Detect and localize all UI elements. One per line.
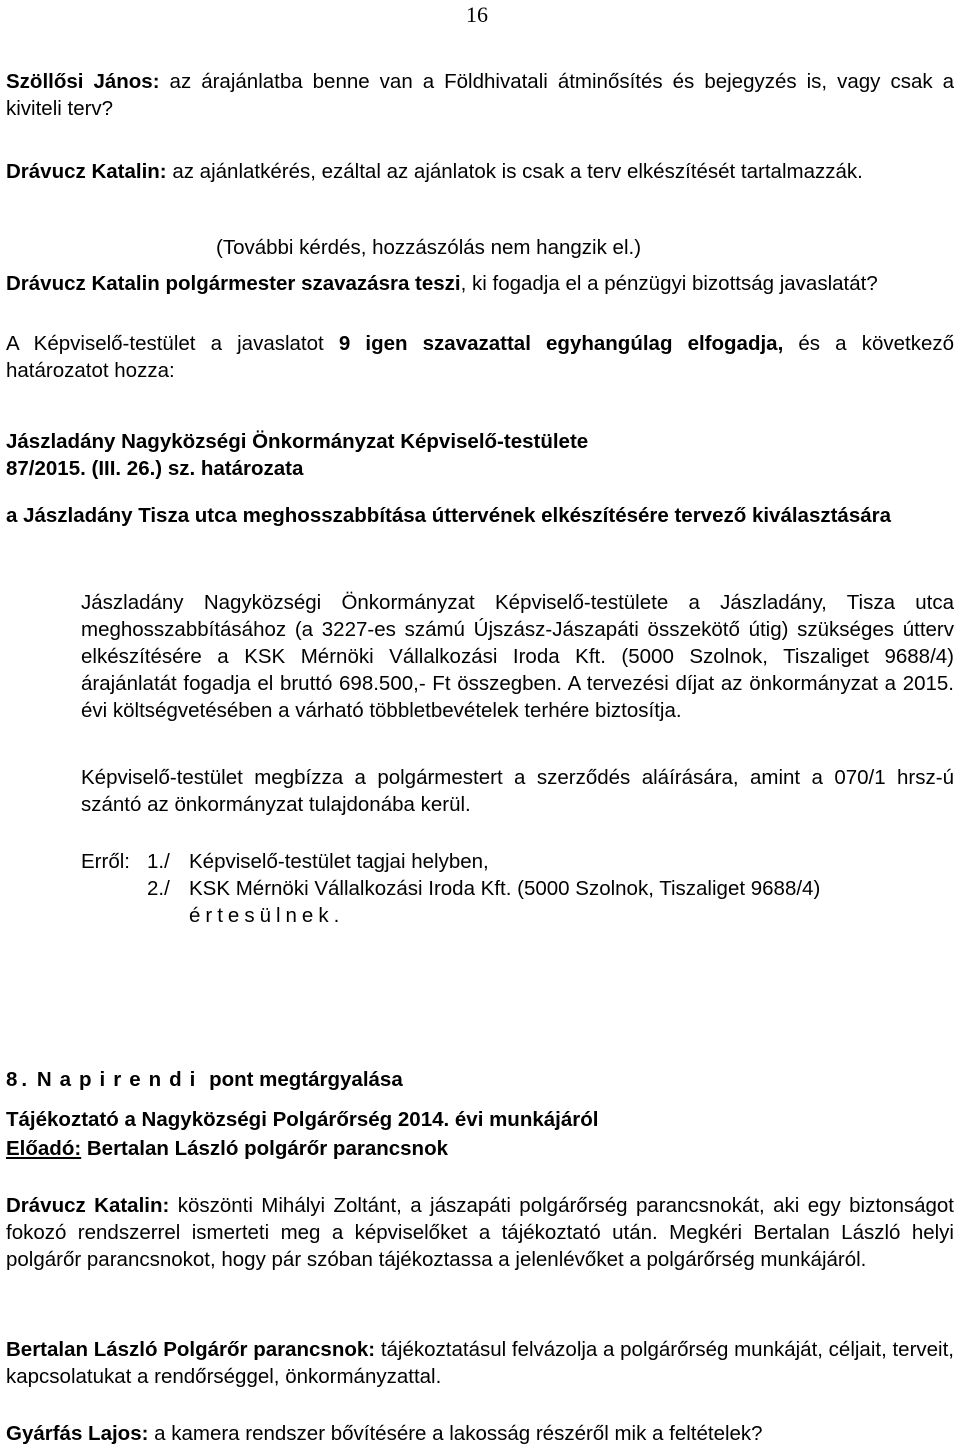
list-number: 1./ — [147, 850, 170, 873]
list-item — [81, 875, 954, 902]
paragraph-bertalan — [6, 1336, 954, 1390]
paragraph-vote-call — [6, 270, 954, 297]
resolution-subject — [6, 502, 954, 529]
paragraph-text: tájékoztatásul felvázolja a polgárőrség munkáját, céljait, terveit, kapcsolatukat a rendőrséggel, önkormányzattal. — [6, 1338, 955, 1388]
notify-closing: értesülnek. — [189, 904, 345, 927]
resolution-subject-text: a Jászladány Tisza utca meghosszabbítása úttervének elkészítésére tervező kiválasztására — [6, 504, 892, 527]
paragraph-text: A Képviselő-testület a javaslatot — [6, 332, 339, 355]
paragraph-text: a kamera rendszer bővítésére a lakosság részéről mik a feltételek? — [148, 1422, 763, 1445]
notify-label: Erről: — [81, 850, 130, 873]
speaker-name: Bertalan László Polgárőr parancsnok: — [6, 1338, 376, 1361]
vote-result-bold: 9 igen szavazattal egyhangúlag elfogadja, — [338, 332, 784, 355]
agenda-number: 8. — [6, 1068, 32, 1091]
list-text: KSK Mérnöki Vállalkozási Iroda Kft. (5000 Szolnok, Tiszaliget 9688/4) — [189, 877, 821, 900]
resolution-number: 87/2015. (III. 26.) sz. határozata — [6, 457, 304, 480]
paragraph-gyarfas — [6, 1420, 954, 1447]
paragraph-szollosi — [6, 68, 954, 122]
agenda-rest: pont megtárgyalása — [209, 1068, 403, 1091]
presenter-name: Bertalan László polgárőr parancsnok — [81, 1137, 448, 1160]
speaker-name: Drávucz Katalin: — [6, 1194, 170, 1217]
paragraph-vote-result — [6, 330, 954, 384]
list-text: Képviselő-testület tagjai helyben, — [189, 850, 489, 873]
agenda-title-text: Tájékoztató a Nagyközségi Polgárőrség 2014. évi munkájáról — [6, 1108, 599, 1131]
paragraph-text: , ki fogadja el a pénzügyi bizottság javaslatát? — [460, 272, 878, 295]
paragraph-dravucz-answer — [6, 158, 954, 185]
presenter-label: Előadó: — [6, 1137, 82, 1160]
paragraph-dravucz-welcome — [6, 1192, 954, 1273]
resolution-header — [6, 428, 954, 482]
remark-no-more-questions: (További kérdés, hozzászólás nem hangzik el.) — [216, 236, 642, 259]
list-number: 2./ — [147, 877, 170, 900]
agenda-heading — [6, 1066, 954, 1093]
agenda-word: Napirendi — [36, 1068, 204, 1091]
resolution-body: Jászladány Nagyközségi Önkormányzat Képviselő-testülete a Jászladány, Tisza utca meghosszabbításához (a 3227-es számú Újszász-Jászapáti összekötő útig) szükséges útterv elkészítésére a KSK Mérnöki Vállalkozási Iroda Kft. (5000 Szolnok, Tiszaliget 9688/4) árajánlatát fogadja el bruttó 698.500,- Ft összegben. A tervezési díjat az önkormányzat a 2015. évi költségvetésében a várható többletbevételek terhére biztosítja. — [81, 591, 954, 722]
presenter-line — [6, 1135, 954, 1162]
paragraph-text: az ajánlatkérés, ezáltal az ajánlatok is csak a terv elkészítését tartalmazzák. — [166, 160, 863, 183]
list-item — [81, 848, 954, 875]
list-item — [81, 902, 954, 929]
paragraph-text: köszönti Mihályi Zoltánt, a jászapáti polgárőrség parancsnokát, aki egy biztonságot fokozó rendszerrel ismerteti meg a képviselőket a tájékoztató után. Megkéri Bertalan László helyi polgárőr parancsnokot, hogy pár szóban tájékoztassa a jelenlévőket a polgárőrség munkájáról. — [6, 1194, 954, 1271]
vote-call-bold: Drávucz Katalin polgármester szavazásra teszi — [6, 272, 461, 295]
agenda-title — [6, 1106, 954, 1133]
resolution-mandate: Képviselő-testület megbízza a polgármestert a szerződés aláírására, amint a 070/1 hrsz-ú szántó az önkormányzat tulajdonába kerül. — [81, 766, 954, 816]
speaker-name: Drávucz Katalin: — [6, 160, 167, 183]
speaker-name: Gyárfás Lajos: — [6, 1422, 149, 1445]
resolution-body-name: Jászladány Nagyközségi Önkormányzat Képviselő-testülete — [6, 430, 589, 453]
paragraph-text: és a következő határozatot hozza: — [6, 332, 955, 382]
page-number: 16 — [466, 2, 488, 27]
notification-list — [81, 848, 954, 929]
paragraph-text: az árajánlatba benne van a Földhivatali átminősítés és bejegyzés is, vagy csak a kiviteli terv? — [6, 70, 955, 120]
speaker-name: Szöllősi János: — [6, 70, 160, 93]
